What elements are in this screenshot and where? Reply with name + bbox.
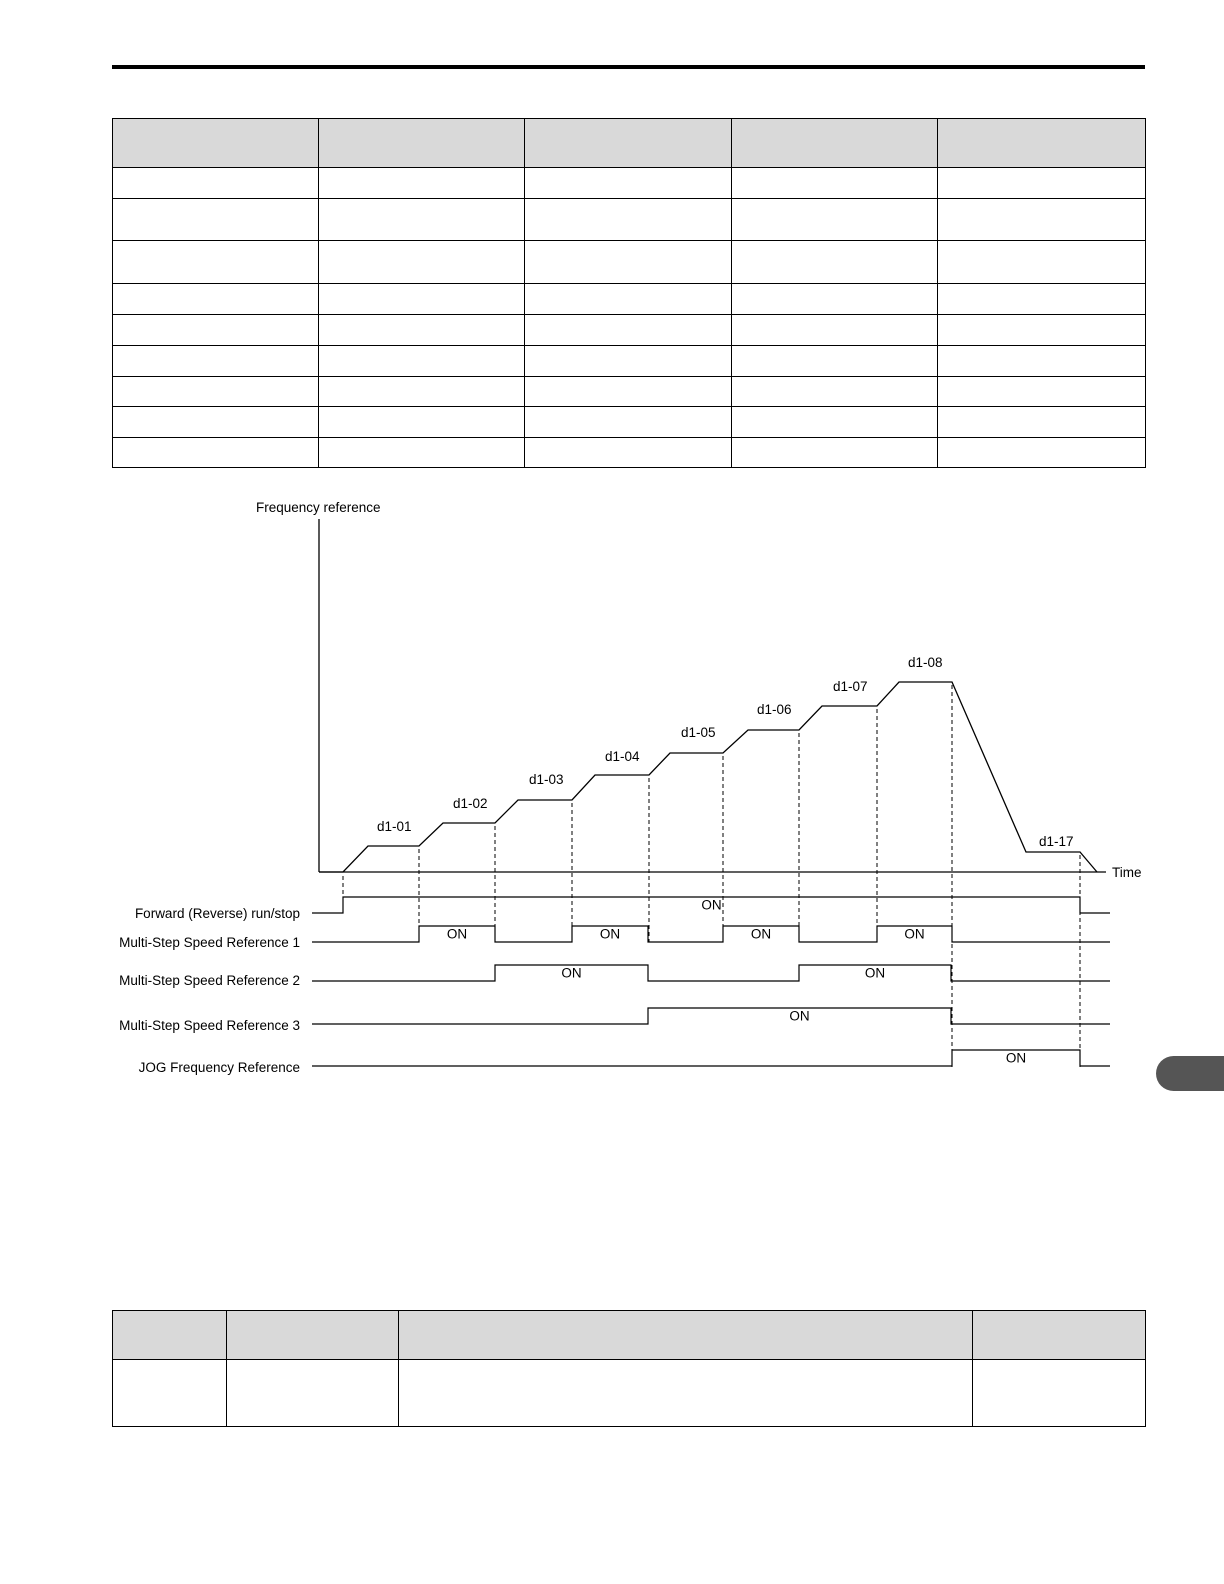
table-row <box>113 1360 1146 1427</box>
speed-step-label: d1-07 <box>833 679 868 694</box>
on-label: ON <box>750 926 772 942</box>
on-label: ON <box>599 926 621 942</box>
speed-step-label: d1-17 <box>1039 834 1074 849</box>
on-label: ON <box>789 1008 810 1024</box>
speed-step-label: d1-03 <box>529 772 564 787</box>
header-cell <box>113 1311 227 1360</box>
x-axis-label: Time <box>1112 865 1142 880</box>
table-header-row <box>113 1311 1146 1360</box>
on-label: ON <box>446 926 468 942</box>
signal-label: Forward (Reverse) run/stop <box>134 906 300 921</box>
on-label: ON <box>864 965 886 981</box>
on-label: ON <box>701 897 722 913</box>
signal-label: Multi-Step Speed Reference 3 <box>119 1018 300 1033</box>
signal-waveform <box>312 965 1110 981</box>
on-label: ON <box>1005 1050 1027 1066</box>
signal-label: Multi-Step Speed Reference 1 <box>119 935 300 950</box>
header-cell <box>227 1311 399 1360</box>
speed-step-label: d1-01 <box>377 819 412 834</box>
speed-step-label: d1-08 <box>908 655 943 670</box>
signal-waveform <box>312 926 1110 942</box>
header-cell <box>399 1311 973 1360</box>
signal-label: Multi-Step Speed Reference 2 <box>119 973 300 988</box>
speed-step-label: d1-02 <box>453 796 488 811</box>
chapter-tab <box>1156 1056 1224 1091</box>
on-label: ON <box>904 926 925 942</box>
frequency-reference-line <box>319 682 1097 872</box>
signal-label: JOG Frequency Reference <box>138 1060 300 1075</box>
signal-waveform <box>312 1050 1110 1066</box>
on-label: ON <box>561 965 582 981</box>
speed-step-label: d1-06 <box>757 702 792 717</box>
speed-step-label: d1-05 <box>681 725 716 740</box>
speed-step-label: d1-04 <box>605 749 640 764</box>
parameter-table <box>112 1310 1146 1427</box>
signal-waveform <box>312 1008 1110 1024</box>
header-cell <box>973 1311 1146 1360</box>
y-axis-label: Frequency reference <box>256 500 381 515</box>
